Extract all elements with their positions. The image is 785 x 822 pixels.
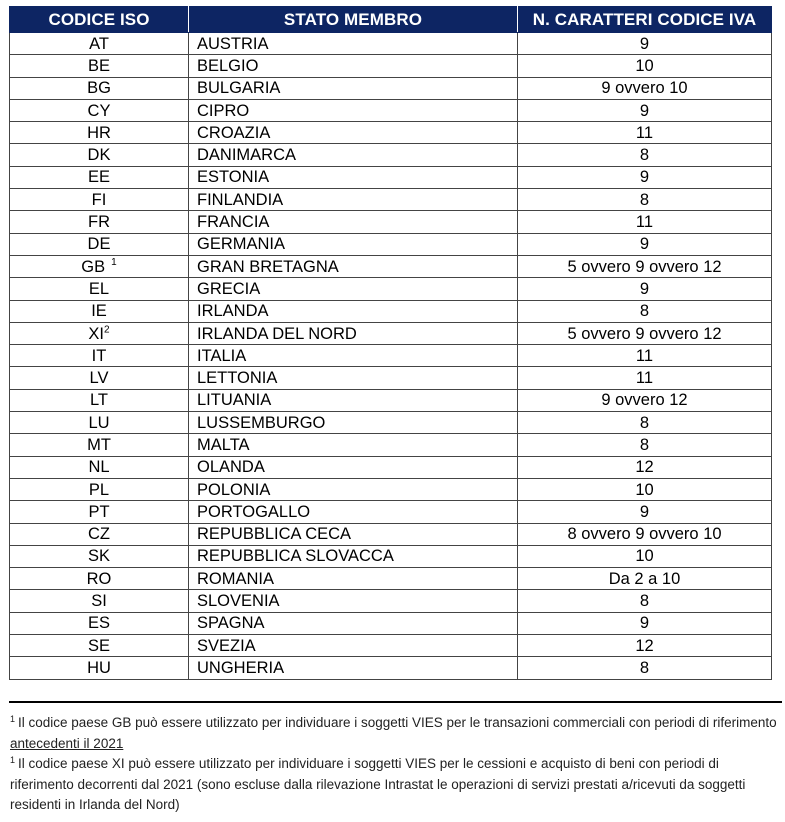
table-row [10,501,772,523]
vat-char-count-cell: 9 [518,612,772,634]
table-row [10,367,772,389]
iso-code-cell [10,189,189,211]
iso-code: HR [87,123,111,142]
iso-code: BE [87,56,110,75]
member-state-cell: CROAZIA [189,122,518,144]
iso-code-cell [10,367,189,389]
vat-char-count-cell: Da 2 a 10 [518,568,772,590]
vat-char-count-cell: 8 [518,144,772,166]
table-row [10,545,772,567]
iso-code-cell [10,568,189,590]
iso-code-cell [10,33,189,55]
iso-code: CZ [88,525,110,544]
table-row [10,166,772,188]
iso-code-cell [10,657,189,679]
iso-code-cell [10,233,189,255]
member-state-cell: AUSTRIA [189,33,518,55]
vat-char-count-cell: 8 [518,189,772,211]
footnote-text: Il codice paese XI può essere utilizzato per individuare i soggetti VIES per le cessioni e acquisto di beni con periodi di riferimento decorrenti dal 2021 (sono escluse dalla rilevazione Intrastat le operazioni di servizi prestati a/ricevuti da soggetti residenti in Irlanda del Nord) [10,756,746,812]
iso-code: AT [89,34,109,53]
vat-code-table [9,6,772,680]
member-state-cell: GRECIA [189,278,518,300]
iso-code: SI [91,592,107,611]
vat-char-count-cell: 10 [518,478,772,500]
footnote-divider [9,701,782,703]
iso-code: RO [86,569,112,588]
vat-char-count-cell: 12 [518,635,772,657]
iso-code-cell [10,122,189,144]
member-state-cell: ITALIA [189,345,518,367]
vat-char-count-cell: 9 [518,278,772,300]
vat-char-count-cell: 10 [518,55,772,77]
iso-code-cell [10,523,189,545]
member-state-cell: UNGHERIA [189,657,518,679]
member-state-cell: LITUANIA [189,389,518,411]
table-row [10,233,772,255]
iso-code: CY [87,101,111,120]
member-state-cell: OLANDA [189,456,518,478]
table-row [10,523,772,545]
member-state-cell: LETTONIA [189,367,518,389]
iso-code-cell [10,166,189,188]
member-state-cell: GERMANIA [189,233,518,255]
table-row [10,612,772,634]
table-header [10,7,772,33]
table-row [10,211,772,233]
iso-code-cell [10,635,189,657]
iso-code-cell [10,590,189,612]
member-state-cell: CIPRO [189,99,518,121]
vat-char-count-cell: 5 ovvero 9 ovvero 12 [518,322,772,344]
iso-code: FR [88,213,110,232]
vat-char-count-cell: 8 [518,657,772,679]
footnotes [10,713,780,816]
table-row [10,478,772,500]
member-state-cell: MALTA [189,434,518,456]
vat-char-count-cell: 9 ovvero 10 [518,77,772,99]
footnote-xi [10,754,780,816]
vat-char-count-cell: 9 ovvero 12 [518,389,772,411]
member-state-cell: POLONIA [189,478,518,500]
iso-code-cell [10,501,189,523]
vat-char-count-cell: 8 [518,590,772,612]
vat-char-count-cell: 9 [518,99,772,121]
iso-code: DK [87,146,111,165]
member-state-cell: BULGARIA [189,77,518,99]
iso-code: PT [88,502,110,521]
member-state-cell: SPAGNA [189,612,518,634]
iso-code: SE [87,636,110,655]
footnote-underlined-text: antecedenti il 2021 [10,735,124,751]
iso-code-cell [10,612,189,634]
iso-code: HU [87,658,111,677]
header-iso-code: CODICE ISO [10,7,189,33]
iso-code-cell [10,434,189,456]
header-row [10,7,772,33]
iso-code-cell [10,345,189,367]
member-state-cell: BELGIO [189,55,518,77]
table-row [10,278,772,300]
table-row [10,389,772,411]
vat-char-count-cell: 11 [518,211,772,233]
member-state-cell: FRANCIA [189,211,518,233]
iso-code-cell [10,55,189,77]
footnote-gb [10,713,780,754]
footnote-reference: 1 [111,257,117,269]
iso-code-cell [10,255,189,277]
member-state-cell: SVEZIA [189,635,518,657]
footnote-marker: 1 [10,754,16,765]
member-state-cell: DANIMARCA [189,144,518,166]
table-row [10,77,772,99]
vat-char-count-cell: 9 [518,233,772,255]
iso-code: ES [87,614,110,633]
member-state-cell: REPUBBLICA SLOVACCA [189,545,518,567]
member-state-cell: ROMANIA [189,568,518,590]
iso-code: GB [81,257,106,276]
iso-code: XI [88,324,105,343]
iso-code: PL [88,480,110,499]
footnote-text: Il codice paese GB può essere utilizzato per individuare i soggetti VIES per le transazioni commerciali con periodi di riferimento [18,715,777,730]
iso-code-cell [10,545,189,567]
footnote-reference: 2 [104,324,110,335]
member-state-cell: FINLANDIA [189,189,518,211]
iso-code: SK [87,547,110,566]
table-row [10,434,772,456]
iso-code-cell [10,211,189,233]
table-row [10,189,772,211]
table-row [10,412,772,434]
member-state-cell: IRLANDA DEL NORD [189,322,518,344]
iso-code-cell [10,412,189,434]
iso-code: LT [89,391,109,410]
vat-char-count-cell: 9 [518,33,772,55]
table-row [10,122,772,144]
vat-char-count-cell: 11 [518,367,772,389]
iso-code-cell [10,278,189,300]
iso-code-cell [10,77,189,99]
table-row [10,144,772,166]
vat-char-count-cell: 8 [518,434,772,456]
member-state-cell: ESTONIA [189,166,518,188]
table-row [10,99,772,121]
iso-code: IE [91,302,107,321]
member-state-cell: IRLANDA [189,300,518,322]
member-state-cell: PORTOGALLO [189,501,518,523]
table-row [10,322,772,344]
table-row [10,456,772,478]
table-row [10,568,772,590]
table-row [10,345,772,367]
table-row [10,33,772,55]
vat-char-count-cell: 11 [518,122,772,144]
iso-code: NL [88,458,110,477]
iso-code-cell [10,144,189,166]
iso-code: IT [91,346,107,365]
member-state-cell: GRAN BRETAGNA [189,255,518,277]
table-row [10,55,772,77]
vat-char-count-cell: 11 [518,345,772,367]
vat-char-count-cell: 8 [518,412,772,434]
vat-char-count-cell: 9 [518,501,772,523]
table-row [10,590,772,612]
iso-code-cell [10,389,189,411]
table-row [10,635,772,657]
vat-char-count-cell: 8 ovvero 9 ovvero 10 [518,523,772,545]
iso-code-cell [10,99,189,121]
vat-char-count-cell: 12 [518,456,772,478]
iso-code: LU [88,413,110,432]
vat-char-count-cell: 9 [518,166,772,188]
table-row [10,657,772,679]
iso-code-cell [10,300,189,322]
iso-code: FI [91,190,107,209]
table-row [10,255,772,277]
iso-code: BG [87,79,111,98]
iso-code-cell [10,322,189,344]
iso-code: EL [88,279,110,298]
iso-code: MT [87,435,111,454]
table-body [10,33,772,680]
iso-code: DE [87,235,111,254]
iso-code: EE [87,168,110,187]
iso-code-cell [10,456,189,478]
table-row [10,300,772,322]
header-member-state: STATO MEMBRO [189,7,518,33]
vat-char-count-cell: 8 [518,300,772,322]
member-state-cell: SLOVENIA [189,590,518,612]
vat-char-count-cell: 5 ovvero 9 ovvero 12 [518,255,772,277]
header-vat-char-count: N. CARATTERI CODICE IVA [518,7,772,33]
vat-char-count-cell: 10 [518,545,772,567]
footnote-marker: 1 [10,713,16,724]
member-state-cell: LUSSEMBURGO [189,412,518,434]
iso-code: LV [89,369,109,388]
member-state-cell: REPUBBLICA CECA [189,523,518,545]
iso-code-cell [10,478,189,500]
